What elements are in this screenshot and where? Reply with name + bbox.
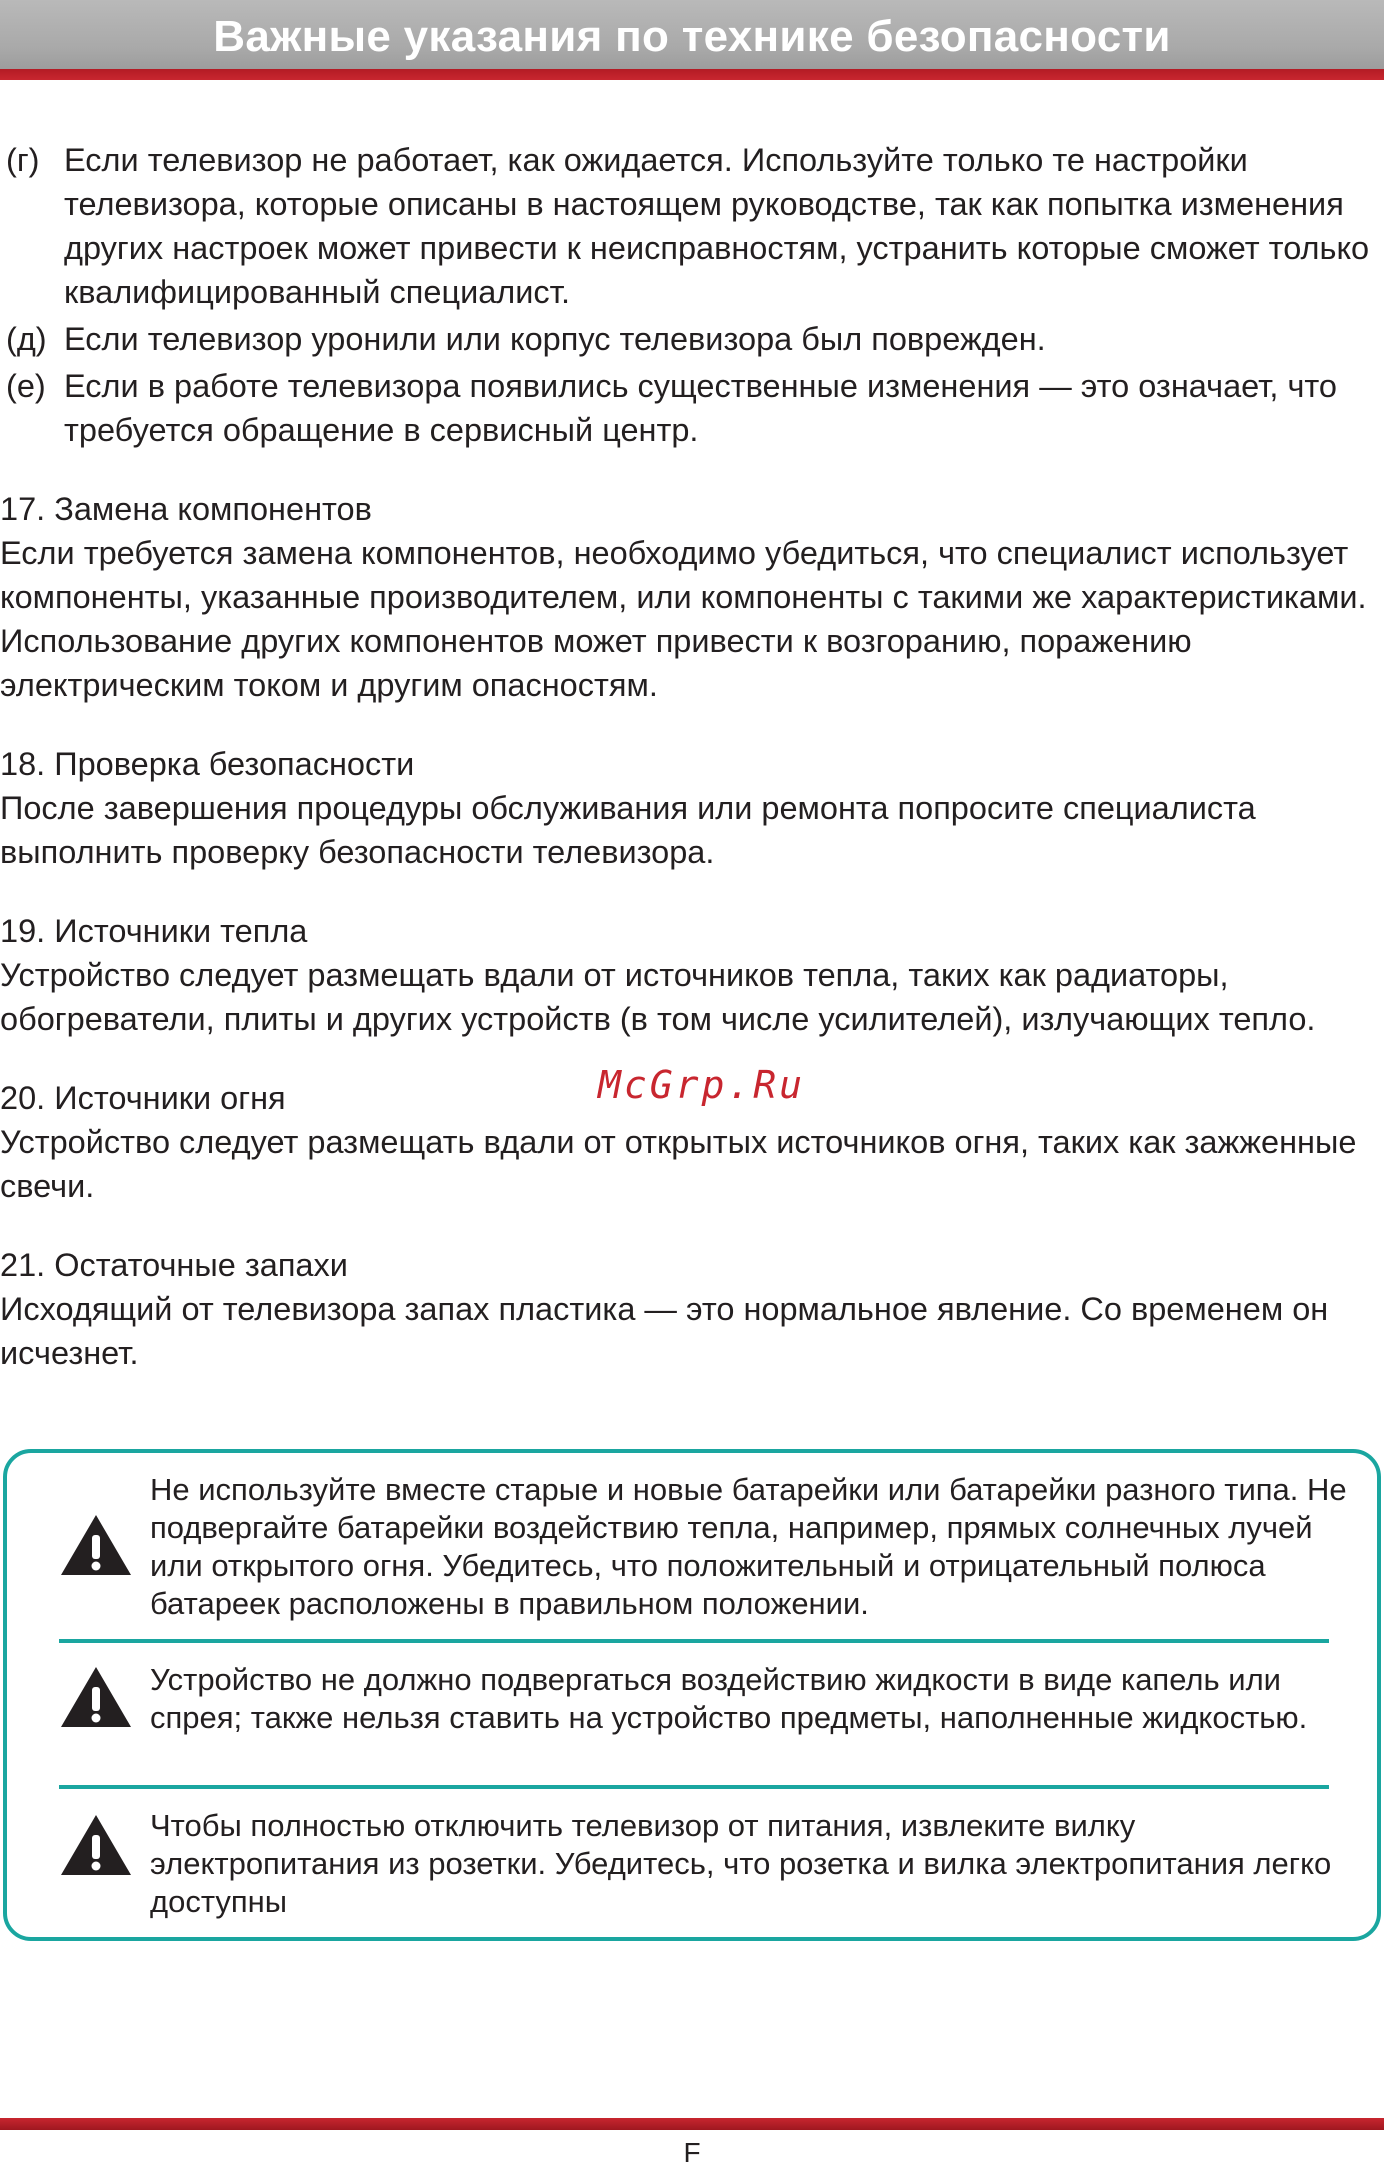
list-item-text: Если в работе телевизора появились существенные изменения — это означает, что требуется обращение в сервисный центр. xyxy=(64,368,1338,448)
page-title: Важные указания по технике безопасности xyxy=(213,12,1171,61)
section-heat-sources xyxy=(0,909,1384,1041)
section-replacement-parts xyxy=(0,487,1384,707)
warning-text: Чтобы полностью отключить телевизор от питания, извлеките вилку электропитания из розетки. Убедитесь, что розетка и вилка электропитания легко доступны xyxy=(150,1808,1332,1919)
footer-bar xyxy=(0,2118,1384,2130)
warning-triangle-icon xyxy=(59,1665,133,1729)
section-heading: 17. Замена компонентов xyxy=(0,491,372,527)
warning-text: Не используйте вместе старые и новые батарейки или батарейки разного типа. Не подвергайте батарейки воздействию тепла, например, прямых солнечных лучей или открытого огня. Убедитесь, что положительный и отрицательный полюса батареек расположены в правильном положении. xyxy=(150,1472,1347,1621)
section-heading: 19. Источники тепла xyxy=(0,913,308,949)
section-heading: 20. Источники огня xyxy=(0,1080,286,1116)
section-body: Если требуется замена компонентов, необходимо убедиться, что специалист использует компоненты, указанные производителем, или компоненты с такими же характеристиками. Использование других компонентов может привести к возгоранию, поражению электрическим током и другим опасностям. xyxy=(0,535,1367,703)
section-body: Устройство следует размещать вдали от открытых источников огня, таких как зажженные свечи. xyxy=(0,1124,1357,1204)
page-header xyxy=(0,0,1384,80)
section-heading: 21. Остаточные запахи xyxy=(0,1247,348,1283)
section-body: Исходящий от телевизора запах пластика — это нормальное явление. Со временем он исчезнет. xyxy=(0,1291,1329,1371)
section-body: После завершения процедуры обслуживания или ремонта попросите специалиста выполнить проверку безопасности телевизора. xyxy=(0,790,1256,870)
warning-callout-box xyxy=(3,1449,1381,1941)
warning-triangle-icon xyxy=(59,1813,133,1877)
list-item xyxy=(0,364,1384,452)
section-body: Устройство следует размещать вдали от источников тепла, таких как радиаторы, обогреватели, плиты и других устройств (в том числе усилителей), излучающих тепло. xyxy=(0,957,1316,1037)
list-marker: (д) xyxy=(6,321,47,357)
section-safety-check xyxy=(0,742,1384,874)
watermark: McGrp.Ru xyxy=(598,1063,806,1107)
warning-divider xyxy=(59,1639,1329,1643)
section-heading: 18. Проверка безопасности xyxy=(0,746,415,782)
section-residual-odors xyxy=(0,1243,1384,1375)
list-item xyxy=(0,317,1384,361)
list-item-text: Если телевизор уронили или корпус телевизора был поврежден. xyxy=(64,321,1046,357)
warning-text: Устройство не должно подвергаться воздействию жидкости в виде капель или спрея; также нельзя ставить на устройство предметы, наполненные жидкостью. xyxy=(150,1662,1308,1735)
list-marker: (е) xyxy=(6,368,46,404)
list-marker: (г) xyxy=(6,142,40,178)
list-item xyxy=(0,138,1384,314)
warning-triangle-icon xyxy=(59,1513,133,1577)
warning-divider xyxy=(59,1785,1329,1789)
page-number: F xyxy=(683,2137,701,2168)
main-content xyxy=(0,138,1384,1375)
list-item-text: Если телевизор не работает, как ожидается. Используйте только те настройки телевизора, которые описаны в настоящем руководстве, так как попытка изменения других настроек может привести к неисправностям, устранить которые сможет только квалифицированный специалист. xyxy=(64,142,1370,310)
